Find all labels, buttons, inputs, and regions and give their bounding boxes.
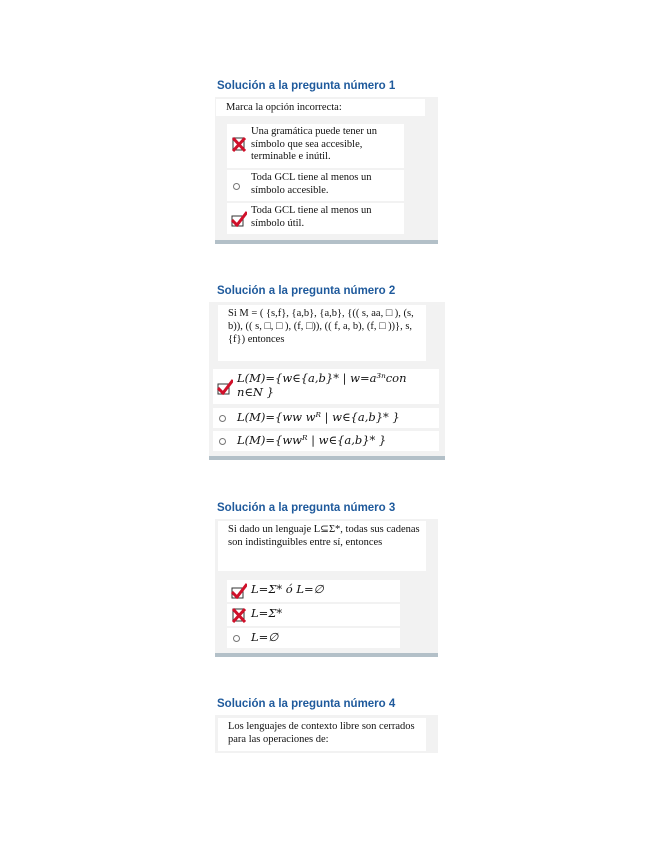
option-3-2[interactable] (227, 604, 400, 626)
question-4-prompt: Los lenguajes de contexto libre son cerrados para las operaciones de: (218, 718, 426, 751)
radio-icon[interactable] (219, 438, 226, 445)
option-3-1[interactable] (227, 580, 400, 602)
question-2-prompt: Si M = ( {s,f}, {a,b}, {a,b}, {(( s, aa, □ ), (s, b)), (( s, □, □ ), (f, □)), (( f, a, b), (f, □ ))}, s, {f}) entonces (218, 305, 426, 361)
divider-bar (215, 240, 438, 244)
option-text: Una gramática puede tener un símbolo que sea accesible, terminable e inútil. (251, 126, 377, 162)
question-2-title: Solución a la pregunta número 2 (217, 285, 396, 297)
option-2-2[interactable] (213, 408, 439, 428)
radio-icon[interactable] (219, 415, 226, 422)
option-text: L(M)={wwᴿ | w∈{a,b}* } (237, 433, 387, 447)
divider-bar (209, 456, 445, 460)
option-2-3[interactable] (213, 431, 439, 451)
wrong-mark-icon (231, 136, 247, 152)
option-1-2[interactable] (227, 170, 404, 201)
correct-check-icon (217, 379, 233, 395)
option-text: L=∅ (251, 630, 279, 644)
divider-bar (215, 653, 438, 657)
option-2-1[interactable] (213, 369, 439, 404)
option-text: L=Σ* ó L=∅ (251, 582, 324, 596)
radio-icon[interactable] (233, 183, 240, 190)
option-text: Toda GCL tiene al menos un símbolo accesible. (251, 172, 372, 196)
question-4-title: Solución a la pregunta número 4 (217, 698, 396, 710)
option-text: L=Σ* (251, 606, 283, 620)
option-1-1[interactable] (227, 124, 404, 168)
question-1-title: Solución a la pregunta número 1 (217, 80, 396, 92)
radio-icon[interactable] (233, 635, 240, 642)
option-3-3[interactable] (227, 628, 400, 648)
question-1-prompt: Marca la opción incorrecta: (216, 99, 425, 116)
wrong-mark-icon (231, 607, 247, 623)
correct-check-icon (231, 583, 247, 599)
option-text: Toda GCL tiene al menos un símbolo útil. (251, 205, 372, 229)
option-text: L(M)={ww wᴿ | w∈{a,b}* } (237, 410, 400, 424)
option-text: L(M)={w∈{a,b}* | w=a³ⁿcon n∈N } (237, 371, 407, 399)
question-3-title: Solución a la pregunta número 3 (217, 502, 396, 514)
correct-check-icon (231, 211, 247, 227)
option-1-3[interactable] (227, 203, 404, 234)
question-3-prompt: Si dado un lenguaje L⊆Σ*, todas sus cadenas son indistinguibles entre sí, entonces (218, 521, 426, 571)
